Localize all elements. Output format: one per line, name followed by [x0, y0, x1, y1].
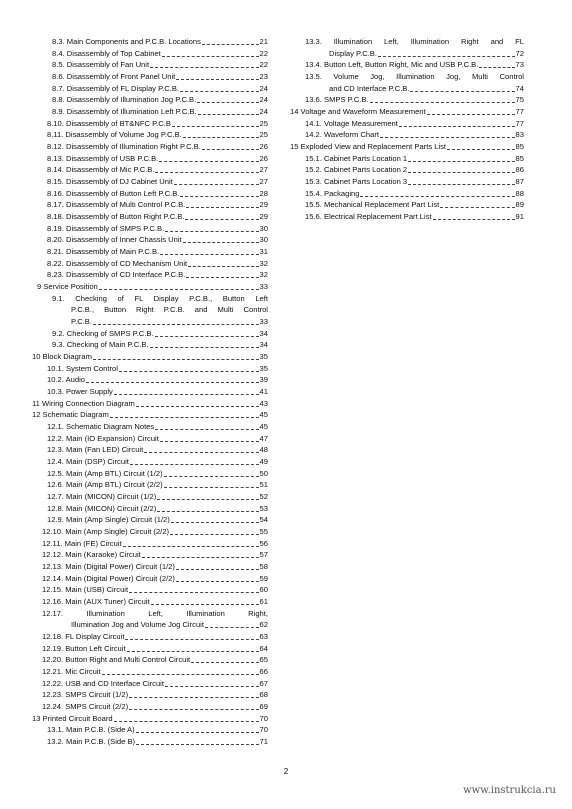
dot-leader — [144, 445, 258, 453]
toc-entry-title: 9.1. Checking of FL Display P.C.B., Button Left — [52, 294, 268, 303]
dot-leader — [150, 60, 258, 68]
toc-entry-title: 12.3. Main (Fan LED) Circuit — [47, 445, 144, 454]
toc-entry — [32, 398, 268, 409]
dot-leader — [205, 620, 259, 628]
toc-entry-title: 12.20. Button Right and Multi Control Circuit — [42, 655, 191, 664]
toc-entry-title: 8.12. Disassembly of Illumination Right P.C.B. — [47, 142, 201, 151]
dot-leader — [86, 375, 259, 383]
dot-leader — [408, 177, 514, 185]
toc-entry — [47, 223, 268, 234]
toc-entry-title: 8.8. Disassembly of Illumination Jog P.C.B. — [52, 95, 197, 104]
toc-entry — [42, 549, 268, 560]
dot-leader — [160, 434, 259, 442]
toc-entry — [42, 561, 268, 572]
dot-leader — [136, 725, 259, 733]
toc-entry — [305, 129, 524, 140]
toc-entry — [47, 176, 268, 187]
dot-leader — [165, 679, 259, 687]
toc-entry — [52, 71, 268, 82]
dot-leader — [197, 95, 258, 103]
toc-entry-page: 59 — [259, 574, 268, 583]
toc-entry — [47, 444, 268, 455]
toc-entry-page: 48 — [259, 445, 268, 454]
toc-entry-title: 9 Service Position — [37, 282, 98, 291]
dot-leader — [129, 702, 258, 710]
toc-entry — [47, 153, 268, 164]
dot-leader — [479, 60, 514, 68]
toc-entry-page: 63 — [259, 632, 268, 641]
toc-entry-page: 35 — [259, 352, 268, 361]
toc-entry-page: 26 — [259, 142, 268, 151]
toc-entry-page: 41 — [259, 387, 268, 396]
toc-entry-page: 85 — [515, 154, 524, 163]
toc-entry-page: 67 — [259, 679, 268, 688]
toc-entry — [305, 118, 524, 129]
dot-leader — [188, 259, 258, 267]
toc-entry-page: 22 — [259, 49, 268, 58]
dot-leader — [183, 130, 259, 138]
toc-entry-page: 77 — [515, 107, 524, 116]
toc-entry-title: 8.21. Disassembly of Main P.C.B. — [47, 247, 160, 256]
toc-entry-title: 15.1. Cabinet Parts Location 1 — [305, 154, 408, 163]
dot-leader — [114, 714, 259, 722]
toc-entry-page: 32 — [259, 270, 268, 279]
toc-entry-title: 12.16. Main (AUX Tuner) Circuit — [42, 597, 150, 606]
toc-entry-page: 56 — [259, 539, 268, 548]
toc-entry — [305, 211, 524, 222]
toc-entry-title: 13.4. Button Left, Button Right, Mic and USB P.C.B. — [305, 60, 479, 69]
dot-leader — [202, 37, 259, 45]
toc-entry-page: 66 — [259, 667, 268, 676]
toc-entry-title: 8.3. Main Components and P.C.B. Locations — [52, 37, 201, 46]
toc-entry — [52, 83, 268, 94]
toc-entry — [52, 328, 268, 339]
toc-entry — [47, 386, 268, 397]
toc-entry-page: 27 — [259, 165, 268, 174]
toc-entry-title: 8.13. Disassembly of USB P.C.B. — [47, 154, 159, 163]
toc-entry-title: 8.6. Disassembly of Front Panel Unit — [52, 72, 176, 81]
dot-leader — [408, 165, 514, 173]
toc-entry-page: 65 — [259, 655, 268, 664]
toc-entry — [305, 176, 524, 187]
toc-entry-page: 47 — [259, 434, 268, 443]
dot-leader — [410, 84, 514, 92]
toc-entry-page: 28 — [259, 189, 268, 198]
toc-entry — [47, 468, 268, 479]
toc-entry — [42, 666, 268, 677]
dot-leader — [191, 655, 258, 663]
toc-entry-page: 62 — [259, 620, 268, 629]
toc-entry-title: 12.13. Main (Digital Power) Circuit (1/2) — [42, 562, 175, 571]
toc-entry — [305, 94, 524, 105]
toc-entry-page: 33 — [259, 282, 268, 291]
dot-leader — [157, 504, 258, 512]
toc-entry-page: 51 — [259, 480, 268, 489]
toc-entry-page: 43 — [259, 399, 268, 408]
dot-leader — [162, 49, 259, 57]
toc-entry-title: 14.2. Waveform Chart — [305, 130, 379, 139]
toc-entry — [52, 36, 268, 47]
toc-entry — [52, 106, 268, 117]
toc-entry — [47, 479, 268, 490]
toc-entry-title: 8.16. Disassembly of Button Left P.C.B. — [47, 189, 180, 198]
dot-leader — [183, 235, 259, 243]
toc-entry-page: 45 — [259, 422, 268, 431]
watermark: www.instrukcia.ru — [463, 785, 556, 796]
dot-leader — [142, 550, 259, 558]
dot-leader — [129, 690, 258, 698]
toc-entry — [47, 246, 268, 257]
toc-entry-page: 75 — [515, 95, 524, 104]
toc-entry — [305, 59, 524, 70]
toc-entry — [42, 596, 268, 607]
toc-entry — [42, 643, 268, 654]
toc-entry-title: 8.7. Disassembly of FL Display P.C.B. — [52, 84, 180, 93]
toc-entry — [47, 736, 268, 747]
toc-entry-title: 8.10. Disassembly of BT&NFC P.C.B — [47, 119, 171, 128]
toc-entry-page: 21 — [259, 37, 268, 46]
toc-entry-page: 29 — [259, 212, 268, 221]
toc-entry-title: 14 Voltage and Waveform Measurement — [290, 107, 426, 116]
dot-leader — [102, 667, 259, 675]
toc-entry — [305, 199, 524, 210]
toc-entry-title: 9.2. Checking of SMPS P.C.B. — [52, 329, 154, 338]
toc-entry-title: 8.17. Disassembly of Multi Control P.C.B. — [47, 200, 186, 209]
toc-entry-title: 15.6. Electrical Replacement Part List — [305, 212, 432, 221]
toc-entry-title: 12.15. Main (USB) Circuit — [42, 585, 129, 594]
toc-entry-title: 12.2. Main (IO Expansion) Circuit — [47, 434, 159, 443]
toc-entry-title: 12.18. FL Display Circuit — [42, 632, 125, 641]
toc-entry — [42, 689, 268, 700]
toc-entry-page: 30 — [259, 224, 268, 233]
dot-leader — [110, 410, 259, 418]
toc-entry-page: 88 — [515, 189, 524, 198]
toc-entry-title: 12.10. Main (Amp Single) Circuit (2/2) — [42, 527, 170, 536]
toc-entry — [47, 188, 268, 199]
toc-entry-page: 31 — [259, 247, 268, 256]
toc-entry — [290, 106, 524, 117]
dot-leader — [165, 224, 258, 232]
toc-entry — [42, 631, 268, 642]
toc-entry-page: 61 — [259, 597, 268, 606]
toc-entry — [71, 316, 268, 327]
dot-leader — [159, 154, 258, 162]
toc-entry-title: 8.11. Disassembly of Volume Jog P.C.B. — [47, 130, 182, 139]
toc-entry — [47, 269, 268, 280]
dot-leader — [399, 119, 515, 127]
toc-entry-title: 12.22. USB and CD Interface Circuit — [42, 679, 164, 688]
dot-leader — [150, 340, 259, 348]
dot-leader — [360, 189, 514, 197]
toc-entry-title: 8.14. Disassembly of Mic P.C.B. — [47, 165, 155, 174]
toc-entry-title: 8.5. Disassembly of Fan Unit — [52, 60, 150, 69]
dot-leader — [186, 270, 258, 278]
dot-leader — [130, 457, 259, 465]
dot-leader — [160, 247, 258, 255]
dot-leader — [378, 49, 515, 57]
toc-entry-page: 50 — [259, 469, 268, 478]
toc-entry-page: 57 — [259, 550, 268, 559]
toc-entry-title: 12.14. Main (Digital Power) Circuit (2/2) — [42, 574, 175, 583]
toc-entry — [290, 141, 524, 152]
dot-leader — [114, 387, 259, 395]
dot-leader — [93, 352, 259, 360]
toc-entry-page: 24 — [259, 95, 268, 104]
dot-leader — [164, 480, 259, 488]
toc-entry-page: 69 — [259, 702, 268, 711]
dot-leader — [176, 72, 258, 80]
dot-leader — [170, 527, 259, 535]
toc-entry — [47, 211, 268, 222]
toc-entry-title: 12.5. Main (Amp BTL) Circuit (1/2) — [47, 469, 163, 478]
dot-leader — [164, 469, 259, 477]
toc-entry-page: 87 — [515, 177, 524, 186]
toc-entry-page: 54 — [259, 515, 268, 524]
toc-entry-title: 8.4. Disassembly of Top Cabinet — [52, 49, 161, 58]
toc-entry — [32, 713, 268, 724]
toc-entry-title: 12.24. SMPS Circuit (2/2) — [42, 702, 129, 711]
toc-entry-page: 34 — [259, 340, 268, 349]
dot-leader — [172, 119, 259, 127]
toc-entry-title: 8.23. Disassembly of CD Interface P.C.B. — [47, 270, 186, 279]
toc-entry-title: 12.1. Schematic Diagram Notes — [47, 422, 155, 431]
toc-entry-title: and CD Interface P.C.B. — [329, 84, 410, 93]
toc-entry-page: 24 — [259, 107, 268, 116]
toc-entry — [32, 409, 268, 420]
toc-entry-page: 33 — [259, 317, 268, 326]
toc-entry-page: 70 — [259, 714, 268, 723]
toc-entry-title: 13.6. SMPS P.C.B. — [305, 95, 369, 104]
toc-entry-title: 10 Block Diagram — [32, 352, 92, 361]
dot-leader — [119, 364, 259, 372]
toc-entry-title: 10.1. System Control — [47, 364, 118, 373]
toc-entry-title: 8.19. Disassembly of SMPS P.C.B. — [47, 224, 165, 233]
toc-entry-title: 15.4. Packaging — [305, 189, 360, 198]
dot-leader — [427, 107, 515, 115]
toc-entry-title: Illumination Jog and Volume Jog Circuit — [71, 620, 204, 629]
toc-entry-page: 34 — [259, 329, 268, 338]
toc-entry — [305, 164, 524, 175]
toc-entry-page: 23 — [259, 72, 268, 81]
toc-entry-page: 64 — [259, 644, 268, 653]
toc-entry-title: 12.11. Main (FE) Circuit — [42, 539, 122, 548]
toc-entry-page: 86 — [515, 165, 524, 174]
toc-entry-page: 26 — [259, 154, 268, 163]
dot-leader — [408, 154, 514, 162]
dot-leader — [433, 212, 515, 220]
toc-entry-page: 22 — [259, 60, 268, 69]
toc-entry — [329, 48, 524, 59]
toc-entry — [47, 374, 268, 385]
toc-entry — [305, 153, 524, 164]
dot-leader — [93, 317, 259, 325]
toc-entry — [52, 94, 268, 105]
toc-entry-title: 13.2. Main P.C.B. (Side B) — [47, 737, 136, 746]
dot-leader — [380, 130, 515, 138]
toc-entry — [42, 701, 268, 712]
toc-entry-page: 35 — [259, 364, 268, 373]
dot-leader — [123, 539, 259, 547]
toc-entry-page: 52 — [259, 492, 268, 501]
toc-entry-title: 12.23. SMPS Circuit (1/2) — [42, 690, 129, 699]
toc-entry-title: 12.17. Illumination Left, Illumination Right, — [42, 609, 268, 618]
toc-entry-page: 53 — [259, 504, 268, 513]
toc-entry-title: P.C.B., Button Right P.C.B. and Multi Control — [71, 305, 268, 314]
toc-entry-page: 71 — [259, 737, 268, 746]
toc-entry — [47, 363, 268, 374]
toc-entry-page: 83 — [515, 130, 524, 139]
toc-entry-title: 15.2. Cabinet Parts Location 2 — [305, 165, 408, 174]
toc-entry — [32, 351, 268, 362]
toc-entry-title: 11 Wiring Connection Diagram — [32, 399, 135, 408]
toc-entry-page: 74 — [515, 84, 524, 93]
toc-entry-page: 32 — [259, 259, 268, 268]
toc-entry — [47, 258, 268, 269]
toc-entry-page: 45 — [259, 410, 268, 419]
dot-leader — [155, 422, 258, 430]
toc-entry-page: 25 — [259, 130, 268, 139]
dot-leader — [171, 515, 259, 523]
toc-entry — [305, 188, 524, 199]
toc-entry — [47, 433, 268, 444]
toc-entry-title: 15.5. Mechanical Replacement Part List — [305, 200, 440, 209]
dot-leader — [99, 282, 259, 290]
toc-entry-page: 91 — [515, 212, 524, 221]
toc-entry-title: 13.5. Volume Jog, Illumination Jog, Multi Control — [305, 72, 524, 81]
dot-leader — [185, 212, 258, 220]
toc-entry — [37, 281, 268, 292]
toc-entry-page: 70 — [259, 725, 268, 734]
toc-entry-title: 12 Schematic Diagram — [32, 410, 109, 419]
toc-entry-title: 13.1. Main P.C.B. (Side A) — [47, 725, 135, 734]
toc-entry-title: 8.22. Disassembly of CD Mechanism Unit — [47, 259, 188, 268]
dot-leader — [151, 597, 259, 605]
toc-entry — [47, 141, 268, 152]
dot-leader — [129, 585, 258, 593]
dot-leader — [180, 84, 259, 92]
toc-entry — [42, 678, 268, 689]
toc-entry-title: 8.20. Disassembly of Inner Chassis Unit — [47, 235, 182, 244]
toc-entry-page: 39 — [259, 375, 268, 384]
dot-leader — [440, 200, 514, 208]
toc-entry — [42, 573, 268, 584]
toc-entry — [52, 339, 268, 350]
toc-entry-title: 12.21. Mic Circuit — [42, 667, 101, 676]
toc-entry — [329, 83, 524, 94]
toc-entry-page: 60 — [259, 585, 268, 594]
toc-entry-title: P.C.B. — [71, 317, 92, 326]
toc-entry — [47, 118, 268, 129]
dot-leader — [180, 189, 258, 197]
dot-leader — [198, 107, 259, 115]
dot-leader — [157, 492, 258, 500]
dot-leader — [127, 644, 259, 652]
toc-entry-title: 10.2. Audio — [47, 375, 86, 384]
toc-entry — [47, 456, 268, 467]
dot-leader — [370, 95, 515, 103]
toc-entry-title: 13.3. Illumination Left, Illumination Right and FL — [305, 37, 524, 46]
toc-entry — [71, 619, 268, 630]
toc-entry — [47, 724, 268, 735]
toc-entry — [47, 164, 268, 175]
toc-entry-title: 8.18. Disassembly of Button Right P.C.B. — [47, 212, 185, 221]
toc-entry-title: 12.19. Button Left Circuit — [42, 644, 126, 653]
toc-entry-title: 12.12. Main (Karaoke) Circuit — [42, 550, 141, 559]
toc-entry-title: 12.9. Main (Amp Single) Circuit (1/2) — [47, 515, 170, 524]
toc-entry — [47, 491, 268, 502]
dot-leader — [186, 200, 258, 208]
toc-entry — [42, 654, 268, 665]
toc-entry-title: 15.3. Cabinet Parts Location 3 — [305, 177, 408, 186]
toc-entry-title: 12.8. Main (MICON) Circuit (2/2) — [47, 504, 157, 513]
toc-entry — [47, 234, 268, 245]
toc-entry-page: 24 — [259, 84, 268, 93]
toc-entry — [47, 199, 268, 210]
dot-leader — [447, 142, 515, 150]
toc-entry-title: 12.6. Main (Amp BTL) Circuit (2/2) — [47, 480, 163, 489]
toc-entry — [42, 538, 268, 549]
toc-entry-page: 68 — [259, 690, 268, 699]
toc-entry-page: 72 — [515, 49, 524, 58]
toc-entry-page: 49 — [259, 457, 268, 466]
dot-leader — [155, 165, 258, 173]
toc-entry — [47, 421, 268, 432]
toc-entry-title: 12.7. Main (MICON) Circuit (1/2) — [47, 492, 157, 501]
toc-entry-title: 10.3. Power Supply — [47, 387, 113, 396]
toc-entry-title: 13 Printed Circuit Board — [32, 714, 113, 723]
dot-leader — [176, 574, 259, 582]
toc-entry — [52, 59, 268, 70]
toc-entry-title: 8.15. Disassembly of DJ Cabinet Unit — [47, 177, 173, 186]
dot-leader — [202, 142, 259, 150]
page-number: 2 — [283, 767, 289, 776]
toc-entry-title: Display P.C.B. — [329, 49, 377, 58]
toc-entry-page: 30 — [259, 235, 268, 244]
toc-entry — [47, 514, 268, 525]
toc-entry-page: 85 — [515, 142, 524, 151]
toc-entry-title: 15 Exploded View and Replacement Parts List — [290, 142, 447, 151]
toc-entry-page: 55 — [259, 527, 268, 536]
toc-entry-page: 89 — [515, 200, 524, 209]
dot-leader — [136, 399, 259, 407]
toc-entry-title: 9.3. Checking of Main P.C.B. — [52, 340, 149, 349]
toc-entry-title: 8.9. Disassembly of Illumination Left P.C.B. — [52, 107, 197, 116]
toc-entry — [52, 48, 268, 59]
toc-entry — [47, 129, 268, 140]
dot-leader — [136, 737, 258, 745]
toc-entry-title: 14.1. Voltage Measurement — [305, 119, 398, 128]
toc-entry — [42, 526, 268, 537]
dot-leader — [176, 562, 259, 570]
dot-leader — [125, 632, 258, 640]
toc-entry-page: 58 — [259, 562, 268, 571]
toc-entry-page: 77 — [515, 119, 524, 128]
toc-entry-page: 73 — [515, 60, 524, 69]
toc-entry-page: 25 — [259, 119, 268, 128]
toc-entry-page: 27 — [259, 177, 268, 186]
toc-entry — [47, 503, 268, 514]
dot-leader — [155, 329, 259, 337]
toc-entry-title: 12.4. Main (DSP) Circuit — [47, 457, 129, 466]
toc-entry-page: 29 — [259, 200, 268, 209]
dot-leader — [174, 177, 259, 185]
toc-entry — [42, 584, 268, 595]
